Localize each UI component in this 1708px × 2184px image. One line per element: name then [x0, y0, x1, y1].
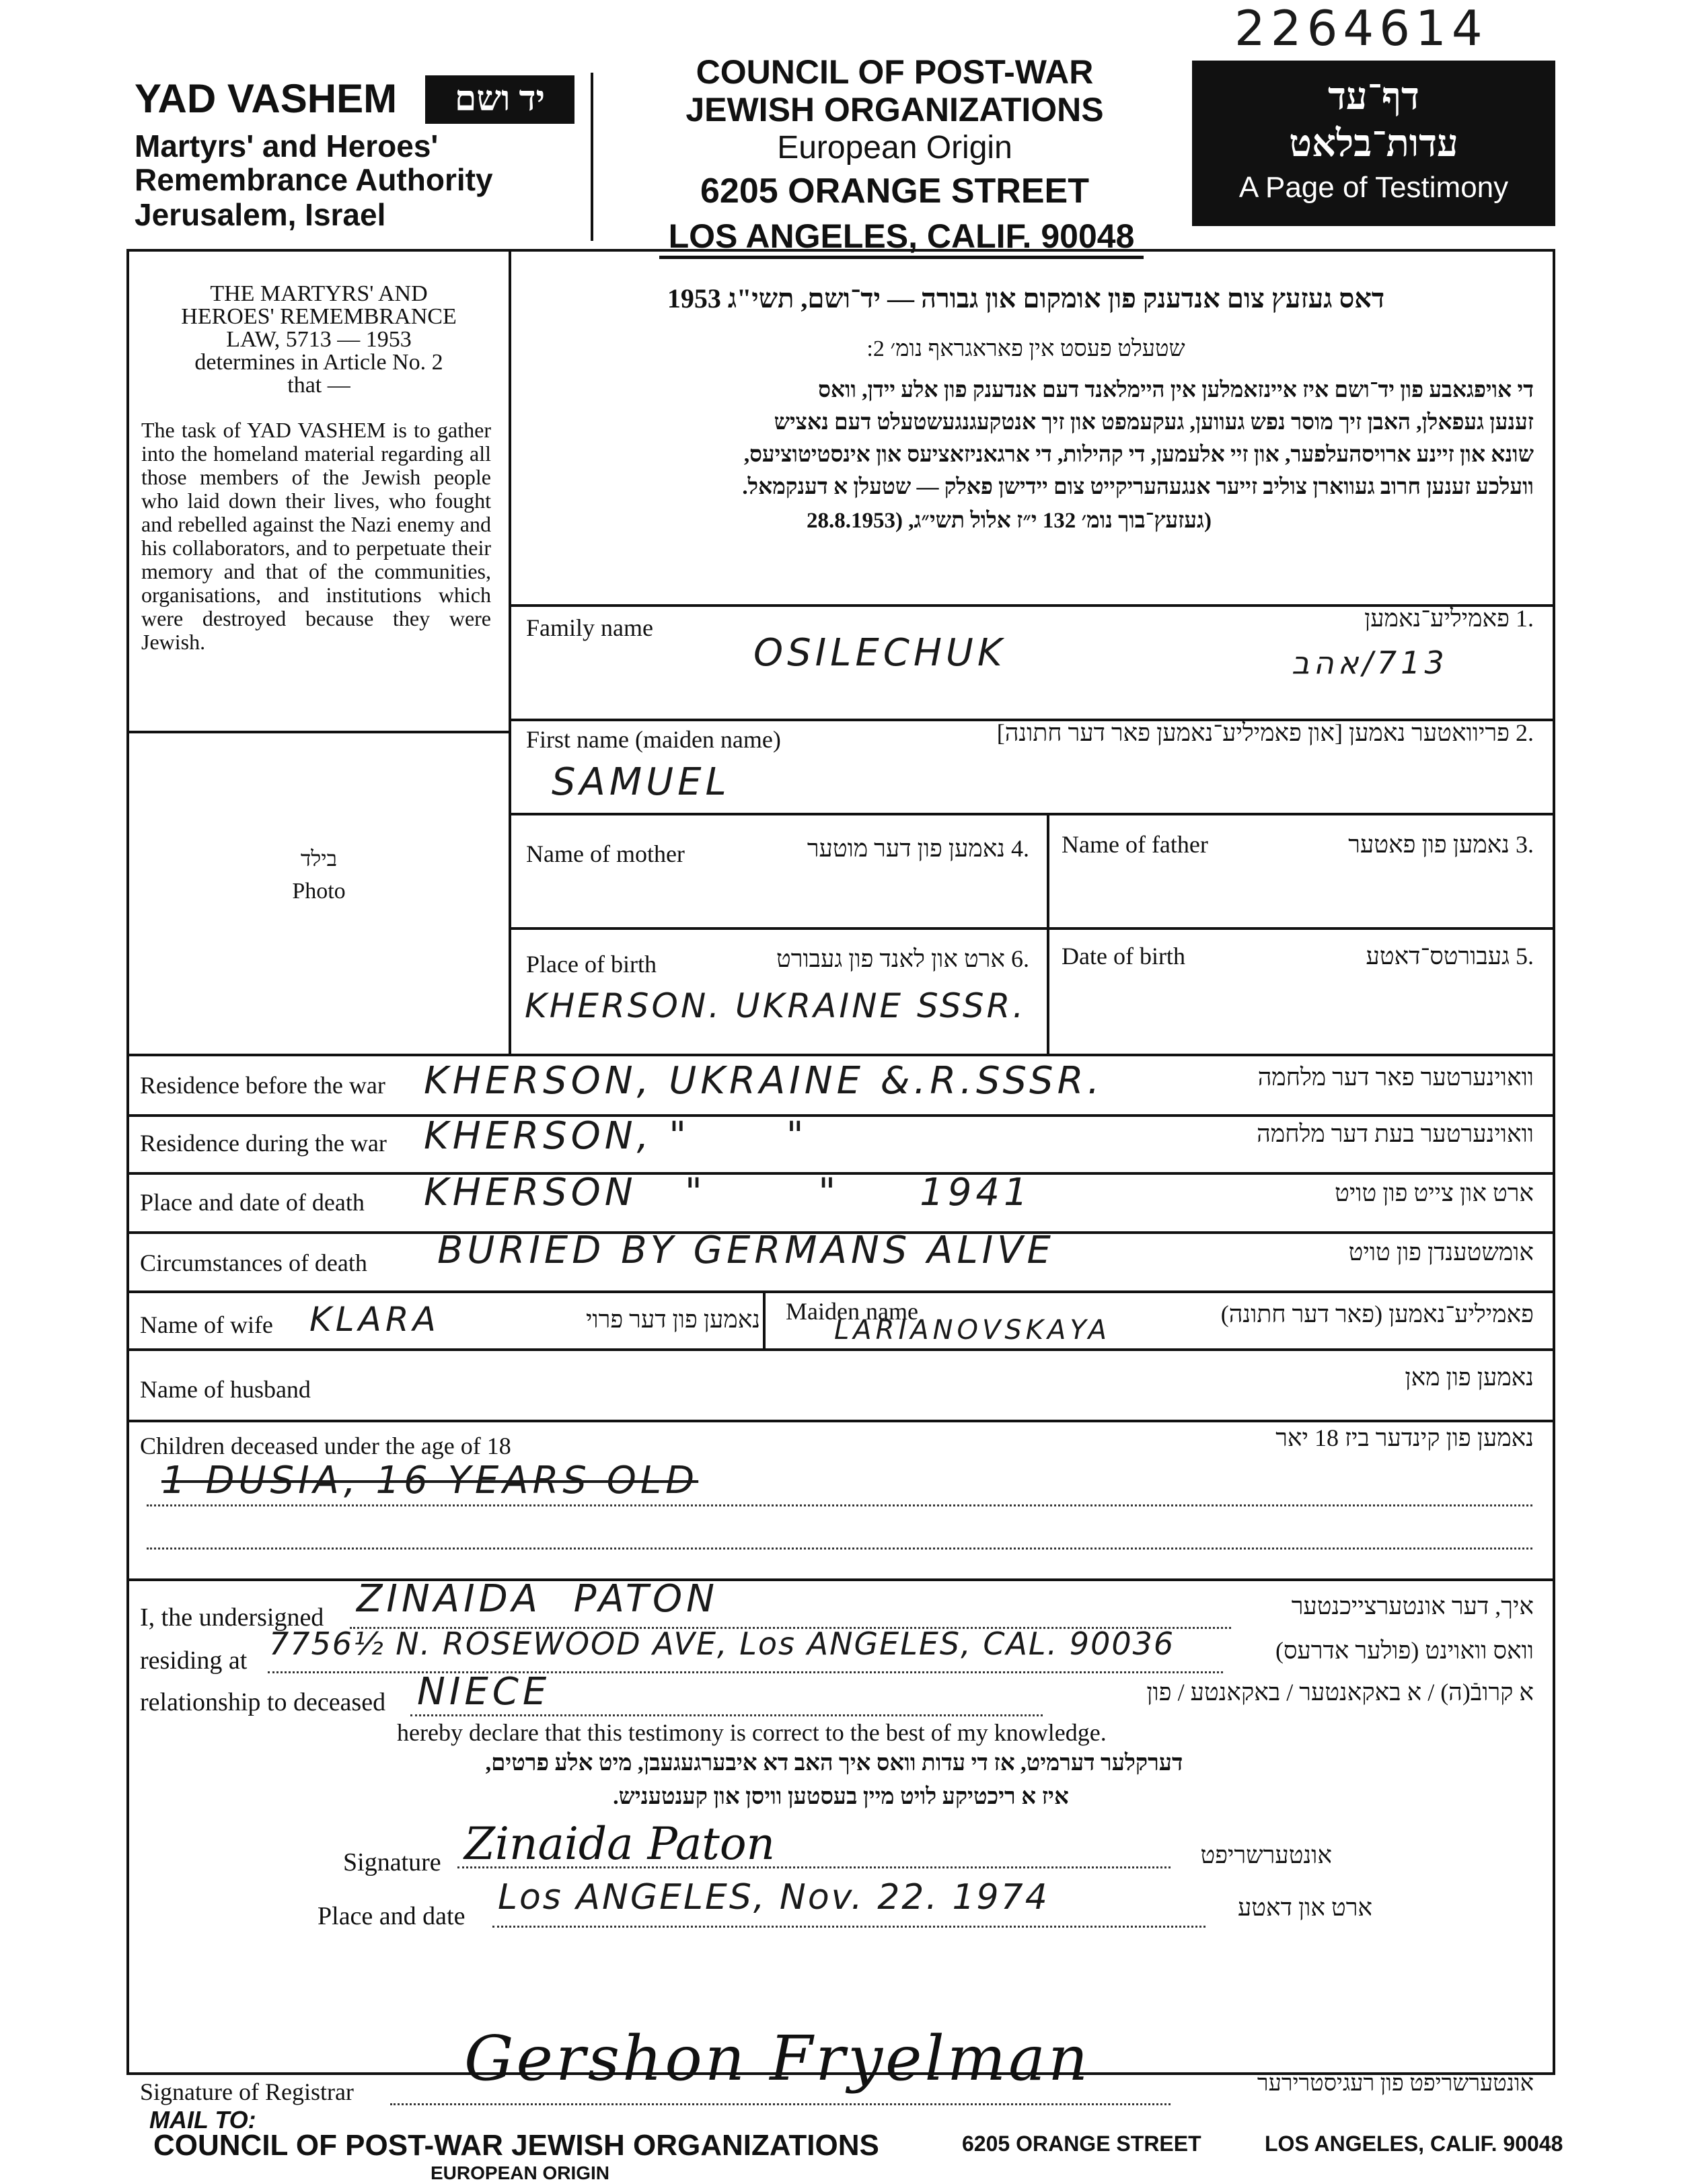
- undersigned-value: ZINAIDA PATON: [357, 1577, 719, 1621]
- footer-street: 6205 ORANGE STREET: [962, 2132, 1201, 2156]
- law-photo-divider: [126, 731, 510, 733]
- photo-label-hebrew: בילד: [300, 846, 338, 871]
- law-title-2: HEROES' REMEMBRANCE: [181, 304, 457, 329]
- declaration-hebrew-2: איז א ריכטיקע לויט מיין בעסטען וויסן און קענטעניש.: [613, 1784, 1069, 1809]
- residing-label: residing at: [140, 1646, 248, 1675]
- place-of-birth-hebrew: .6 ארט און לאנד פון געבורט: [776, 945, 1029, 972]
- relationship-label: relationship to deceased: [140, 1688, 386, 1716]
- footer-origin: EUROPEAN ORIGIN: [431, 2162, 610, 2183]
- signature-dotted: [457, 1866, 1171, 1868]
- registrar-dotted: [390, 2103, 1171, 2105]
- circumstances-line: [126, 1290, 1555, 1293]
- circumstances-label: Circumstances of death: [140, 1249, 367, 1276]
- place-date-dotted: [492, 1926, 1205, 1928]
- law-column-divider: [509, 249, 511, 1056]
- council-header-4: 6205 ORANGE STREET: [700, 172, 1089, 211]
- yiddish-line-4: זענען געפאלן, האבן זיך מוסר נפש געווען, געקעמפט און זיך אנטקעגנגעשטעלט דעם נאציש: [774, 410, 1534, 435]
- signature-hebrew: אונטערשריפט: [1200, 1842, 1332, 1868]
- declaration-english: hereby declare that this testimony is correct to the best of my knowledge.: [397, 1719, 1107, 1746]
- circumstances-value: BURIED BY GERMANS ALIVE: [437, 1229, 1055, 1272]
- residing-value: 7756½ N. ROSEWOOD AVE, Los ANGELES, CAL. 90036: [269, 1626, 1175, 1662]
- husband-name-label: Name of husband: [140, 1376, 311, 1403]
- residence-during-value: KHERSON, " ": [424, 1114, 808, 1158]
- parents-bottom-line: [509, 927, 1555, 930]
- yad-vashem-title: YAD VASHEM: [135, 76, 398, 121]
- law-title-4: determines in Article No. 2: [194, 350, 443, 375]
- place-date-hebrew: ארט און דאטע: [1237, 1894, 1372, 1921]
- place-date-value: Los ANGELES, Nov. 22. 1974: [498, 1877, 1049, 1918]
- testimony-english: A Page of Testimony: [1238, 171, 1509, 204]
- children-dotted-line-2: [147, 1548, 1532, 1550]
- father-name-label: Name of father: [1062, 831, 1208, 858]
- death-place-date-value: KHERSON " " 1941: [424, 1171, 1032, 1214]
- firstname-bottom-line: [509, 813, 1555, 815]
- signature-label: Signature: [343, 1848, 441, 1877]
- council-header-1: COUNCIL OF POST-WAR: [696, 53, 1094, 91]
- husband-line: [126, 1420, 1555, 1422]
- relationship-value: NIECE: [417, 1670, 551, 1714]
- residence-before-label: Residence before the war: [140, 1072, 385, 1099]
- yiddish-line-3: די אויפגאבע פון יד־ושם איז איינזאמלען אין היימלאנד דעם אנדענק פון אלע יידן, וואס: [818, 378, 1534, 402]
- residence-before-value: KHERSON, UKRAINE &.R.SSSR.: [424, 1059, 1104, 1103]
- parents-divider: [1047, 813, 1049, 1055]
- mother-name-hebrew: .4 נאמען פון דער מוטער: [807, 835, 1029, 862]
- law-title-3: LAW, 5713 — 1953: [226, 327, 412, 352]
- death-place-date-hebrew: ארט און צייט פון טויט: [1335, 1179, 1534, 1206]
- undersigned-label: I, the undersigned: [140, 1603, 324, 1632]
- testimony-hebrew-1: דף־עד: [1327, 76, 1419, 118]
- residence-before-line: [126, 1114, 1555, 1117]
- yad-vashem-subtitle-2: Remembrance Authority: [135, 162, 493, 197]
- yiddish-line-5: שונא און זיינע ארויסהעלפער, און זיי אלעמען, די קהילות, די ארגאניזאציעס און אינסטיטוציעס,: [743, 443, 1534, 467]
- place-date-label: Place and date: [318, 1902, 466, 1930]
- wife-name-hebrew: נאמען פון דער פרוי: [585, 1306, 760, 1333]
- footer-org: COUNCIL OF POST-WAR JEWISH ORGANIZATIONS: [153, 2129, 879, 2162]
- testimony-hebrew-2: עדות־בלאט: [1289, 123, 1458, 165]
- registrar-signature: Gershon Fryelman: [464, 2023, 1091, 2095]
- residing-hebrew: וואס וואוינט (פולער אדרעס): [1275, 1637, 1534, 1664]
- father-name-hebrew: .3 נאמען פון פאטער: [1348, 831, 1534, 858]
- children-label: Children deceased under the age of 18: [140, 1432, 511, 1459]
- wife-maiden-divider: [763, 1290, 766, 1348]
- law-title-5: that —: [287, 373, 350, 398]
- first-name-label: First name (maiden name): [526, 726, 781, 753]
- undersigned-hebrew: איך, דער אונטערצייכנטער: [1291, 1593, 1534, 1619]
- family-name-label: Family name: [526, 614, 653, 641]
- first-name-value: SAMUEL: [552, 760, 731, 804]
- law-title-1: THE MARTYRS' AND: [210, 281, 428, 306]
- residence-during-hebrew: וואוינערטער בעת דער מלחמה: [1257, 1120, 1534, 1147]
- header-divider: [591, 73, 593, 241]
- husband-name-hebrew: נאמען פון מאן: [1405, 1364, 1534, 1391]
- wife-name-value: KLARA: [309, 1300, 440, 1339]
- yiddish-line-7: (געזעץ־בוך נומ׳ 132 י״ז אלול תשי״ג, (28.8.1953: [807, 509, 1212, 533]
- wife-name-label: Name of wife: [140, 1311, 273, 1338]
- footer-mail-to: MAIL TO:: [149, 2106, 256, 2134]
- maiden-name-value: LARIANOVSKAYA: [834, 1315, 1111, 1346]
- relationship-dotted: [410, 1714, 1043, 1716]
- first-name-hebrew: .2 פריוואטער נאמען [און פאמיליע־נאמען פאר דער חתונה]: [996, 719, 1534, 746]
- children-line: [126, 1578, 1555, 1581]
- wife-line: [126, 1348, 1555, 1351]
- family-name-hebrew: .1 פאמיליע־נאמען: [1364, 605, 1534, 632]
- page-of-testimony-box: [1192, 61, 1555, 226]
- date-of-birth-label: Date of birth: [1062, 943, 1185, 970]
- place-of-birth-label: Place of birth: [526, 951, 657, 978]
- family-name-note: 713/אהב: [1292, 645, 1448, 681]
- registrar-label: Signature of Registrar: [140, 2078, 354, 2105]
- death-place-date-label: Place and date of death: [140, 1189, 365, 1216]
- law-text: The task of YAD VASHEM is to gather into the homeland material regarding all those members of the Jewish people who laid down their lives, who fought and rebelled against the Nazi enemy and his collaborators, and to perpetuate their memory and that of the communities, organisations, and institutions which were destroyed because they were Jewish.: [141, 418, 491, 654]
- place-of-birth-value: KHERSON. UKRAINE SSSR.: [525, 986, 1027, 1025]
- yad-vashem-logo-text: יד ושם: [454, 80, 546, 118]
- council-header-5: LOS ANGELES, CALIF. 90048: [659, 217, 1144, 259]
- residing-dotted: [268, 1671, 1223, 1673]
- yad-vashem-subtitle-1: Martyrs' and Heroes': [135, 129, 439, 163]
- children-dotted-line-1: [147, 1504, 1532, 1506]
- yiddish-line-6: וועלכע זענען חרוב געווארן צוליב זייער אנגעהעריקייט צום יידישן פאלק — שטעלן א דענקמאל.: [742, 475, 1534, 499]
- document-number: 2264614: [1234, 0, 1488, 57]
- date-of-birth-hebrew: .5 געבורטס־דאטע: [1366, 943, 1534, 970]
- declaration-hebrew-1: דערקלער דערמיט, אז די עדות וואס איך האב דא איבערגעגעבן, מיט אלע פרטים,: [485, 1751, 1183, 1776]
- children-hebrew: נאמען פון קינדער ביז 18 יאר: [1275, 1424, 1534, 1451]
- council-header-2: JEWISH ORGANIZATIONS: [685, 91, 1104, 129]
- signature-value: Zinaida Paton: [464, 1818, 776, 1870]
- yad-vashem-logo: [425, 75, 574, 124]
- relationship-hebrew: א קרובֿ(ה) / א באקאנטער / באקאנטע / פון: [1146, 1679, 1534, 1706]
- family-name-value: OSILECHUK: [753, 631, 1006, 675]
- yad-vashem-subtitle-3: Jerusalem, Israel: [135, 197, 386, 232]
- children-value: 1 DUSIA, 16 YEARS OLD: [161, 1459, 699, 1502]
- birth-bottom-line: [126, 1054, 1555, 1056]
- registrar-hebrew: אונטערשריפט פון רעגיסטרירער: [1257, 2071, 1534, 2096]
- residence-during-label: Residence during the war: [140, 1130, 387, 1157]
- residence-before-hebrew: וואוינערטער פאר דער מלחמה: [1257, 1064, 1534, 1091]
- maiden-name-label: Maiden name: [786, 1298, 918, 1325]
- photo-label: Photo: [292, 879, 346, 904]
- yiddish-line-2: שטעלט פעסט אין פאראגראף נומ׳ 2:: [866, 336, 1185, 361]
- council-header-3: European Origin: [777, 130, 1012, 166]
- footer-city: LOS ANGELES, CALIF. 90048: [1265, 2132, 1563, 2156]
- maiden-name-hebrew: פאמיליע־נאמען (פאר דער חתונה): [1220, 1301, 1534, 1327]
- yiddish-line-1: דאס געזעץ צום אנדענק פון אומקום און גבורה — יד־ושם, תשי"ג 1953: [667, 283, 1385, 314]
- circumstances-hebrew: אומשטענדן פון טויט: [1348, 1239, 1534, 1266]
- mother-name-label: Name of mother: [526, 840, 685, 867]
